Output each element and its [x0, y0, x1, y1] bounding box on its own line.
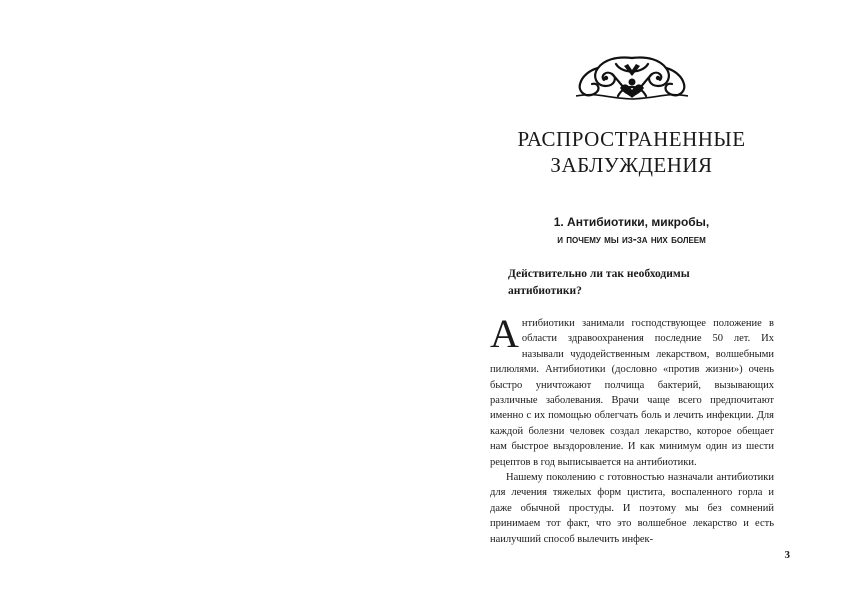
chapter-title-line-1: РАСПРОСТРАНЕННЫЕ — [517, 127, 746, 151]
section-title-line-2: и почему мы из-за них болеем — [557, 232, 706, 246]
subheading — [508, 266, 758, 300]
drop-cap: А — [490, 311, 519, 356]
paragraph-1 — [490, 311, 774, 470]
right-page — [421, 0, 842, 595]
section-title — [471, 214, 792, 248]
celtic-knot-ornament-icon — [576, 52, 688, 102]
chapter-title — [461, 126, 802, 178]
body-text — [490, 311, 774, 547]
page-number: 3 — [784, 549, 790, 561]
section-title-line-1: 1. Антибиотики, микробы, — [553, 215, 710, 229]
subheading-line-1: Действительно ли так необходимы — [508, 268, 690, 280]
paragraph-2: Нашему поколению с готовностью назначали антибиотики для лечения тяжелых форм цистита, воспаленного горла и даже обычной простуды. И поэтому мы без сомнений принимаем тот факт, что это волшебное лекарство и есть наилучший способ вылечить инфек- — [490, 472, 774, 545]
subheading-line-2: антибиотики? — [508, 285, 582, 297]
chapter-title-line-2: ЗАБЛУЖДЕНИЯ — [550, 153, 713, 177]
paragraph-1-text: нтибиотики занимали господствующее положение в области здравоохранения последние 50 лет. Их называли чудодейственным лекарством, волшебными пилюлями. Антибиотики (дословно «против жизни») очень быстро уничтожают полчища бактерий, вызывающих различные заболевания. Врачи чаще всего предпочитают именно с их помощью облегчать боль и лечить инфекции. Для каждой болезни человек создал лекарство, которое обещает нам быстрое выздоровление. И как минимум один из шести рецептов в год выписывается на антибиотики. — [490, 318, 774, 468]
